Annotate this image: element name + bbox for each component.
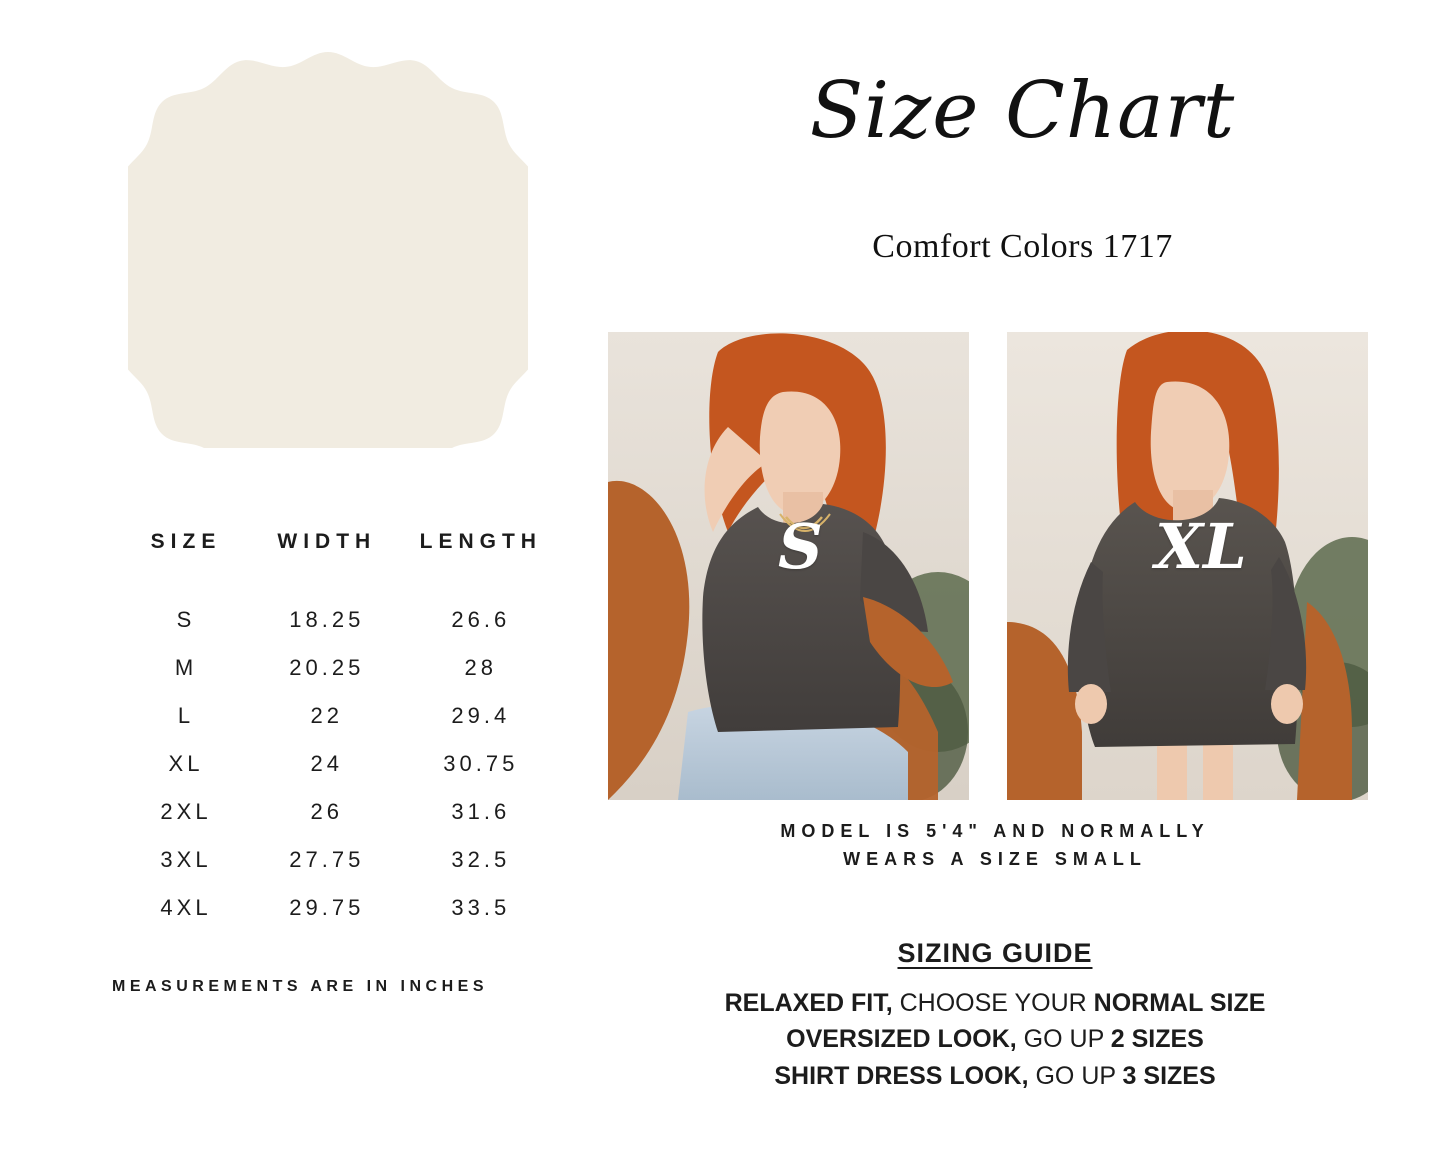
cell-size: 4XL — [160, 895, 212, 920]
cell-width: 18.25 — [289, 607, 365, 632]
table-header-row — [120, 530, 560, 596]
guide-line-3-normal: GO UP — [1028, 1061, 1123, 1090]
decorative-blob-shape — [128, 48, 528, 448]
model-note-line-1: MODEL IS 5'4" AND NORMALLY — [780, 821, 1210, 841]
sizing-guide-lines — [600, 985, 1390, 1094]
cell-size: XL — [168, 751, 204, 776]
model-photo-small — [608, 332, 969, 800]
size-table — [120, 530, 560, 932]
sizing-guide-title: SIZING GUIDE — [897, 938, 1093, 968]
guide-line-1-normal: CHOOSE YOUR — [892, 989, 1094, 1017]
guide-line-2-bold-b: 2 SIZES — [1110, 1025, 1204, 1054]
cell-size: 2XL — [160, 799, 212, 824]
cell-size: L — [177, 703, 195, 728]
cell-width: 24 — [310, 751, 344, 776]
table-row — [120, 740, 560, 788]
cell-size: S — [176, 607, 196, 632]
cell-width: 27.75 — [289, 847, 365, 872]
guide-line-3-bold-b: 3 SIZES — [1122, 1061, 1216, 1090]
page-subtitle: Comfort Colors 1717 — [872, 228, 1173, 265]
size-table-container — [120, 530, 560, 932]
cell-width: 22 — [310, 703, 344, 728]
guide-line-2-normal: GO UP — [1016, 1025, 1111, 1054]
table-row — [120, 644, 560, 692]
cell-length: 28 — [464, 655, 498, 680]
guide-line-1-bold-b: NORMAL SIZE — [1093, 989, 1266, 1017]
cell-size: M — [174, 655, 198, 680]
model-photo-xl — [1007, 332, 1368, 800]
cell-width: 29.75 — [289, 895, 365, 920]
tee-size-label-s: S — [778, 510, 823, 583]
cell-length: 32.5 — [451, 847, 511, 872]
table-row — [120, 788, 560, 836]
table-row — [120, 884, 560, 932]
right-column — [600, 0, 1445, 1156]
guide-line-3-bold-a: SHIRT DRESS LOOK, — [774, 1061, 1029, 1090]
cell-length: 33.5 — [451, 895, 511, 920]
table-row — [120, 692, 560, 740]
model-note-line-2: WEARS A SIZE SMALL — [843, 848, 1147, 869]
header-size: SIZE — [150, 530, 222, 553]
sizing-guide-line — [600, 1058, 1390, 1094]
cell-width: 20.25 — [289, 655, 365, 680]
cell-length: 31.6 — [451, 799, 511, 824]
tee-size-label-xl: XL — [1155, 510, 1247, 583]
left-column — [0, 0, 600, 1156]
cell-length: 29.4 — [451, 703, 511, 728]
cell-size: 3XL — [160, 847, 212, 872]
guide-line-2-bold-a: OVERSIZED LOOK, — [786, 1025, 1017, 1054]
cell-length: 26.6 — [451, 607, 511, 632]
measurements-footnote: MEASUREMENTS ARE IN INCHES — [112, 978, 488, 995]
cell-width: 26 — [310, 799, 344, 824]
sizing-guide-line — [600, 1021, 1390, 1057]
sizing-guide-line — [600, 985, 1390, 1021]
model-note — [600, 818, 1390, 874]
photo-gallery — [608, 332, 1368, 800]
cell-length: 30.75 — [443, 751, 519, 776]
header-length: LENGTH — [419, 530, 542, 553]
guide-line-1-bold-a: RELAXED FIT, — [724, 989, 893, 1017]
table-row — [120, 596, 560, 644]
table-row — [120, 836, 560, 884]
page-title: Size Chart — [809, 66, 1236, 156]
header-width: WIDTH — [277, 530, 377, 553]
